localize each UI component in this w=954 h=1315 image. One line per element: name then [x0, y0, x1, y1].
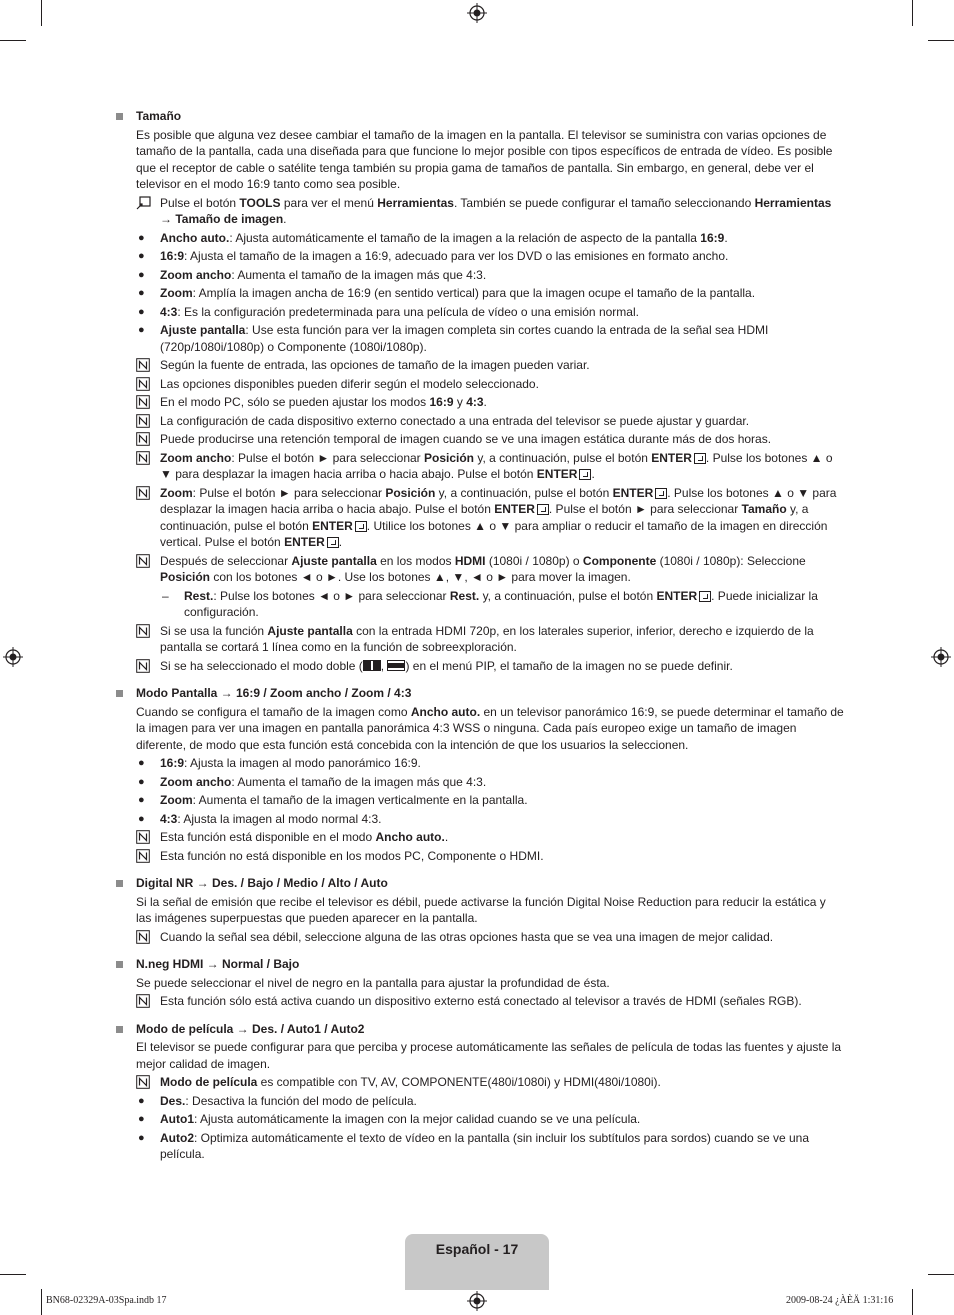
dash-bullet: – — [162, 588, 169, 603]
note-icon — [136, 994, 150, 1008]
list-item: ● Zoom: Amplía la imagen ancha de 16:9 (en sentido vertical) para que la imagen ocupe el tamaño de la pantalla. — [138, 286, 756, 300]
note-icon — [136, 451, 150, 465]
list-item: ● Ajuste pantalla: Use esta función para ver la imagen completa sin cortes cuando la entrada de la señal sea HDMI (720p/1080i/1080p) o Componente (1080i/1080p). — [138, 323, 769, 354]
bullet-icon: ● — [138, 757, 145, 769]
note-icon — [136, 414, 150, 428]
section-title: Modo de película → Des. / Auto1 / Auto2 — [136, 1021, 365, 1036]
note-icon — [136, 659, 150, 673]
section-title: Modo Pantalla → 16:9 / Zoom ancho / Zoom / 4:3 — [136, 686, 412, 700]
note-item: Si se ha seleccionado el modo doble ( , ) en el menú PIP, el tamaño de la imagen no se puede definir. — [136, 658, 844, 675]
note-item: La configuración de cada dispositivo externo conectado a una entrada del televisor se puede ajustar y guardar. — [136, 413, 844, 430]
square-bullet-icon — [116, 690, 123, 697]
crop-mark — [0, 1274, 26, 1275]
bullet-icon: ● — [138, 1094, 145, 1107]
bullet-icon: ● — [138, 775, 145, 788]
enter-icon — [694, 453, 706, 464]
list-item: ● 16:9: Ajusta la imagen al modo panorámico 16:9. — [138, 756, 421, 770]
note-item: Si se usa la función Ajuste pantalla con la entrada HDMI 720p, en los laterales superior, inferior, derecho e izquierdo de la pantalla se cortará 1 línea como en la función de sobreexploración. — [136, 623, 844, 656]
print-slug-timestamp: 2009-08-24 ¿ÀÈÄ 1:31:16 — [786, 1295, 894, 1306]
square-bullet-icon — [116, 113, 123, 120]
section-title: Tamaño — [136, 109, 182, 123]
page-content — [114, 108, 844, 1170]
note-icon — [136, 624, 150, 638]
note-item: Después de seleccionar Ajuste pantalla en los modos HDMI (1080i / 1080p) o Componente (1080i / 1080p): Seleccione Posición con los botones ◄ o ►. Use los botones ▲, ▼, ◄ o ► para mover la imagen. — [136, 553, 844, 586]
bullet-icon: ● — [138, 1113, 145, 1125]
section-intro: Se puede seleccionar el nivel de negro en la pantalla para ajustar la profundidad de ésta. — [136, 975, 610, 990]
enter-icon — [655, 488, 667, 499]
note-icon — [136, 377, 150, 391]
enter-icon — [537, 504, 549, 515]
bullet-icon: ● — [138, 305, 145, 318]
enter-icon — [699, 591, 711, 602]
section-digital-nr — [114, 875, 844, 945]
note-item: Cuando la señal sea débil, seleccione alguna de las otras opciones hasta que se vea una imagen de mejor calidad. — [136, 929, 844, 946]
list-item: ● Ancho auto.: Ajusta automáticamente el tamaño de la imagen a la relación de aspecto de la pantalla 16:9. — [138, 230, 728, 245]
list-item: ● Auto2: Optimiza automáticamente el texto de vídeo en la pantalla (sin incluir los subtítulos para sordos) cuando se ve una película. — [138, 1130, 810, 1161]
bullet-icon: ● — [138, 231, 145, 244]
pip-double-side-icon — [363, 660, 381, 671]
bullet-icon: ● — [138, 794, 145, 806]
crop-mark — [928, 40, 954, 41]
note-item: Según la fuente de entrada, las opciones de tamaño de la imagen pueden variar. — [136, 357, 844, 374]
crop-mark — [0, 40, 26, 41]
sub-item: – Rest.: Pulse los botones ◄ o ► para seleccionar Rest. y, a continuación, pulse el botón ENTER . Puede inicializar la configuración. — [162, 588, 818, 619]
note-icon — [136, 486, 150, 500]
registration-mark-icon — [467, 3, 487, 23]
print-slug-file: BN68-02329A-03Spa.indb 17 — [46, 1295, 167, 1306]
bullet-icon: ● — [138, 250, 145, 262]
note-icon — [136, 930, 150, 944]
bullet-icon: ● — [138, 268, 145, 281]
list-item: ● Des.: Desactiva la función del modo de película. — [138, 1093, 417, 1108]
enter-icon — [579, 469, 591, 480]
note-item: Esta función no está disponible en los modos PC, Componente o HDMI. — [136, 848, 844, 865]
section-title: Digital NR → Des. / Bajo / Medio / Alto / Auto — [136, 876, 388, 890]
note-icon — [136, 358, 150, 372]
enter-icon — [355, 521, 367, 532]
crop-mark — [41, 1289, 42, 1315]
square-bullet-icon — [116, 961, 123, 968]
note-icon — [136, 1075, 150, 1089]
registration-mark-icon — [931, 647, 951, 667]
section-intro: El televisor se puede configurar para que perciba y procese automáticamente las señales de película de todas las fuentes y ajuste la mejor calidad de imagen. — [136, 1040, 842, 1071]
list-item: ● Zoom: Aumenta el tamaño de la imagen verticalmente en la pantalla. — [138, 793, 528, 807]
note-item: En el modo PC, sólo se pueden ajustar los modos 16:9 y 4:3. — [136, 394, 844, 411]
list-item: ● 4:3: Ajusta la imagen al modo normal 4:3. — [138, 811, 382, 826]
list-item: ● 4:3: Es la configuración predeterminada para una película de vídeo o una emisión normal. — [138, 304, 639, 319]
note-icon — [136, 849, 150, 863]
list-item: ● Auto1: Ajusta automáticamente la imagen con la mejor calidad cuando se ve una película. — [138, 1112, 641, 1126]
tools-icon — [136, 196, 152, 210]
note-item: Puede producirse una retención temporal de imagen cuando se ve una imagen estática durante más de dos horas. — [136, 431, 844, 448]
pip-double-icon — [387, 660, 405, 671]
note-item: Las opciones disponibles pueden diferir según el modelo seleccionado. — [136, 376, 844, 393]
bullet-icon: ● — [138, 324, 145, 336]
list-item: ● Zoom ancho: Aumenta el tamaño de la imagen más que 4:3. — [138, 774, 487, 789]
list-item: ● 16:9: Ajusta el tamaño de la imagen a 16:9, adecuado para ver los DVD o las emisiones en formato ancho. — [138, 249, 729, 263]
square-bullet-icon — [116, 1026, 123, 1033]
note-item: Zoom ancho: Pulse el botón ► para seleccionar Posición y, a continuación, pulse el botón ENTER . Pulse los botones ▲ o ▼ para desplazar la imagen hacia arriba o hacia abajo. Pulse el botón ENTER . — [136, 450, 844, 483]
note-item: Modo de película es compatible con TV, AV, COMPONENTE(480i/1080i) y HDMI(480i/1080i). — [136, 1074, 844, 1091]
crop-mark — [912, 0, 913, 26]
note-icon — [136, 554, 150, 568]
list-item: ● Zoom ancho: Aumenta el tamaño de la imagen más que 4:3. — [138, 267, 487, 282]
note-icon — [136, 395, 150, 409]
registration-mark-icon — [467, 1291, 487, 1311]
crop-mark — [928, 1274, 954, 1275]
crop-mark — [41, 0, 42, 26]
section-intro: Es posible que alguna vez desee cambiar el tamaño de la imagen en la pantalla. El televisor se suministra con varias opciones de tamaño de la pantalla, cada una diseñada para que funcione lo mejor posible con tipos específicos de entrada de vídeo. Es posible que el receptor de cable o satélite tenga también su propia gama de tamaños de pantalla. Sin embargo, en general, debe ver el televisor en el modo 16:9 tanto como sea posible. — [136, 127, 833, 191]
section-modo-pantalla — [114, 685, 844, 864]
tools-note: Pulse el botón TOOLS para ver el menú Herramientas. También se puede configurar el tamaño seleccionando Herramientas → Tamaño de imagen. — [136, 195, 844, 228]
bullet-icon: ● — [138, 1131, 145, 1144]
section-intro: Si la señal de emisión que recibe el televisor es débil, puede activarse la función Digital Noise Reduction para reducir la estática y las imágenes superpuestas que pueden aparecer en la pantalla. — [136, 894, 826, 925]
note-item: Zoom: Pulse el botón ► para seleccionar Posición y, a continuación, pulse el botón ENTER . Pulse los botones ▲ o ▼ para desplazar la imagen hacia arriba o hacia abajo. Pulse el botón ENTER . Pulse el botón ► para seleccionar Tamaño y, a continuación, pulse el botón ENTER . Utilice los botones ▲ o ▼ para ampliar o reducir el tamaño de la imagen en dirección vertical. Pulse el botón ENTER . — [136, 485, 844, 551]
note-item: Esta función sólo está activa cuando un dispositivo externo está conectado al televisor a través de HDMI (señales RGB). — [136, 993, 844, 1010]
note-item: Esta función está disponible en el modo Ancho auto.. — [136, 829, 844, 846]
section-modo-pelicula — [114, 1021, 844, 1163]
section-title: N.neg HDMI → Normal / Bajo — [136, 957, 300, 971]
bullet-icon: ● — [138, 287, 145, 299]
note-icon — [136, 432, 150, 446]
square-bullet-icon — [116, 880, 123, 887]
note-icon — [136, 830, 150, 844]
section-intro: Cuando se configura el tamaño de la imagen como Ancho auto. en un televisor panorámico 16:9, se puede determinar el tamaño de la imagen para ver una imagen en pantalla panorámica 4:3 WSS o ninguna. Cada país europeo exige un tamaño de imagen diferente, de modo que esta función está concebida con la intención de que los usuarios la seleccionen. — [136, 704, 844, 752]
enter-icon — [327, 537, 339, 548]
bullet-icon: ● — [138, 812, 145, 825]
section-nneg-hdmi — [114, 956, 844, 1010]
section-tamano — [114, 108, 844, 674]
registration-mark-icon — [3, 647, 23, 667]
crop-mark — [912, 1289, 913, 1315]
page-number: Español - 17 — [435, 1241, 519, 1257]
